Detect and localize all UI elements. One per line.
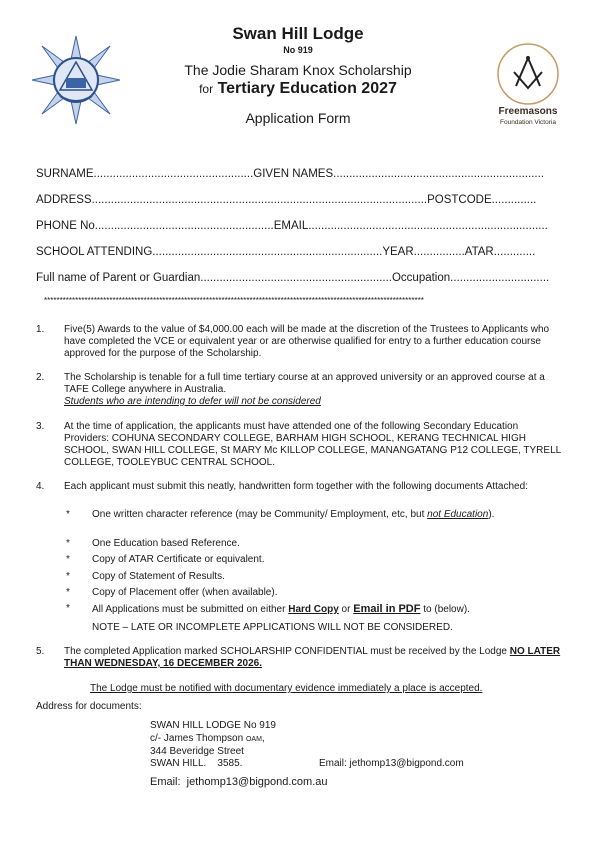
address-name: c/- James Thompson: [150, 733, 246, 744]
bullet: *: [66, 554, 70, 565]
item-number: 2.: [36, 372, 45, 383]
freemasons-brand: Freemasons: [498, 106, 558, 117]
school-year-atar-field[interactable]: SCHOOL ATTENDING........................................................................YEAR................ATAR.............: [36, 246, 536, 258]
email-pdf-text: Email in PDF: [353, 603, 421, 615]
surname-given-names-field[interactable]: SURNAME..................................................GIVEN NAMES..................................................................: [36, 168, 545, 180]
item-5-body: The completed Application marked SCHOLARSHIP CONFIDENTIAL must be received by the Lodge: [64, 646, 510, 657]
late-applications-note: NOTE – LATE OR INCOMPLETE APPLICATIONS WILL NOT BE CONSIDERED.: [92, 622, 453, 633]
address-line-1: SWAN HILL LODGE No 919: [150, 720, 276, 731]
tertiary-education-title: Tertiary Education 2027: [217, 80, 397, 97]
doc-text: One written character reference (may be Community/ Employment, etc, but: [92, 509, 428, 520]
bullet: *: [66, 571, 70, 582]
doc-submission-method: [92, 603, 552, 616]
form-title: Application Form: [245, 110, 351, 126]
doc-text-emphasis: not Education: [427, 509, 489, 520]
bullet: *: [66, 603, 70, 614]
for-word: for: [199, 82, 214, 96]
lodge-number: No 919: [283, 45, 313, 55]
item-3-text: At the time of application, the applicants must have attended one of the following Secondary Education Providers: COHUNA SECONDARY COLLEGE, BARHAM HIGH SCHOOL, KERANG TECHNICAL HIGH SCHOOL, SWAN HILL COLLEGE, St MARY Mc KILLOP COLLEGE, MANANGATANG P12 COLLEGE, TYRELL COLLEGE, TOOLEYBUC CENTRAL SCHOOL.: [64, 421, 561, 468]
doc-placement-offer: Copy of Placement offer (when available).: [92, 587, 278, 598]
email-inline[interactable]: Email: jethomp13@bigpond.com: [319, 758, 464, 769]
doc-text: All Applications must be submitted on either: [92, 604, 289, 615]
notify-lodge-text: The Lodge must be notified with documentary evidence immediately a place is accepted.: [90, 683, 483, 694]
deadline-text: NO LATER THAN WEDNESDAY, 16 DECEMBER 2026.: [64, 646, 561, 669]
doc-education-reference: One Education based Reference.: [92, 538, 240, 549]
doc-text: to (below).: [420, 604, 470, 615]
item-1-text: Five(5) Awards to the value of $4,000.00 each will be made at the discretion of the Trustees to Applicants who have completed the VCE or equivalent year or are otherwise qualified for entry to a further education course approved for the purpose of the Scholarship.: [64, 324, 550, 359]
item-2-text: The Scholarship is tenable for a full time tertiary course at an approved university or an approved course at a TAFE College anywhere in Australia.: [64, 372, 545, 395]
email-main[interactable]: Email: jethomp13@bigpond.com.au: [150, 776, 328, 788]
address-oam: OAM: [245, 736, 262, 743]
bullet: *: [66, 509, 70, 520]
scholarship-name: The Jodie Sharam Knox Scholarship: [184, 62, 412, 78]
address-comma: ,: [261, 733, 265, 744]
item-2-note: Students who are intending to defer will not be considered: [64, 396, 321, 407]
doc-text: or: [338, 604, 354, 615]
lodge-title: Swan Hill Lodge: [232, 24, 364, 43]
address-line-2: [150, 733, 265, 744]
doc-statement-of-results: Copy of Statement of Results.: [92, 571, 225, 582]
freemasons-sub: Foundation Victoria: [500, 119, 556, 126]
hard-copy-text: Hard Copy: [288, 604, 339, 615]
doc-atar-certificate: Copy of ATAR Certificate or equivalent.: [92, 554, 265, 565]
doc-text: ).: [488, 509, 495, 520]
separator-line: **************************************************************************************************************************: [44, 296, 424, 305]
item-4-text: Each applicant must submit this neatly, handwritten form together with the following documents Attached:: [64, 481, 528, 492]
item-number: 5.: [36, 646, 45, 657]
doc-character-reference: [92, 509, 552, 521]
address-postcode-field[interactable]: ADDRESS.........................................................................................................POSTCODE..............: [36, 194, 537, 206]
item-number: 3.: [36, 421, 45, 432]
address-line-4: SWAN HILL. 3585.: [150, 758, 243, 769]
bullet: *: [66, 587, 70, 598]
item-number: 4.: [36, 481, 45, 492]
item-5-text: [64, 646, 564, 670]
address-line-3: 344 Beveridge Street: [150, 746, 244, 757]
tertiary-education-heading: [0, 80, 596, 98]
item-number: 1.: [36, 324, 45, 335]
phone-email-field[interactable]: PHONE No........................................................EMAIL...........................................................................: [36, 220, 548, 232]
parent-occupation-field[interactable]: Full name of Parent or Guardian............................................................Occupation...............................: [36, 272, 550, 284]
address-label: Address for documents:: [36, 701, 142, 712]
bullet: *: [66, 538, 70, 549]
